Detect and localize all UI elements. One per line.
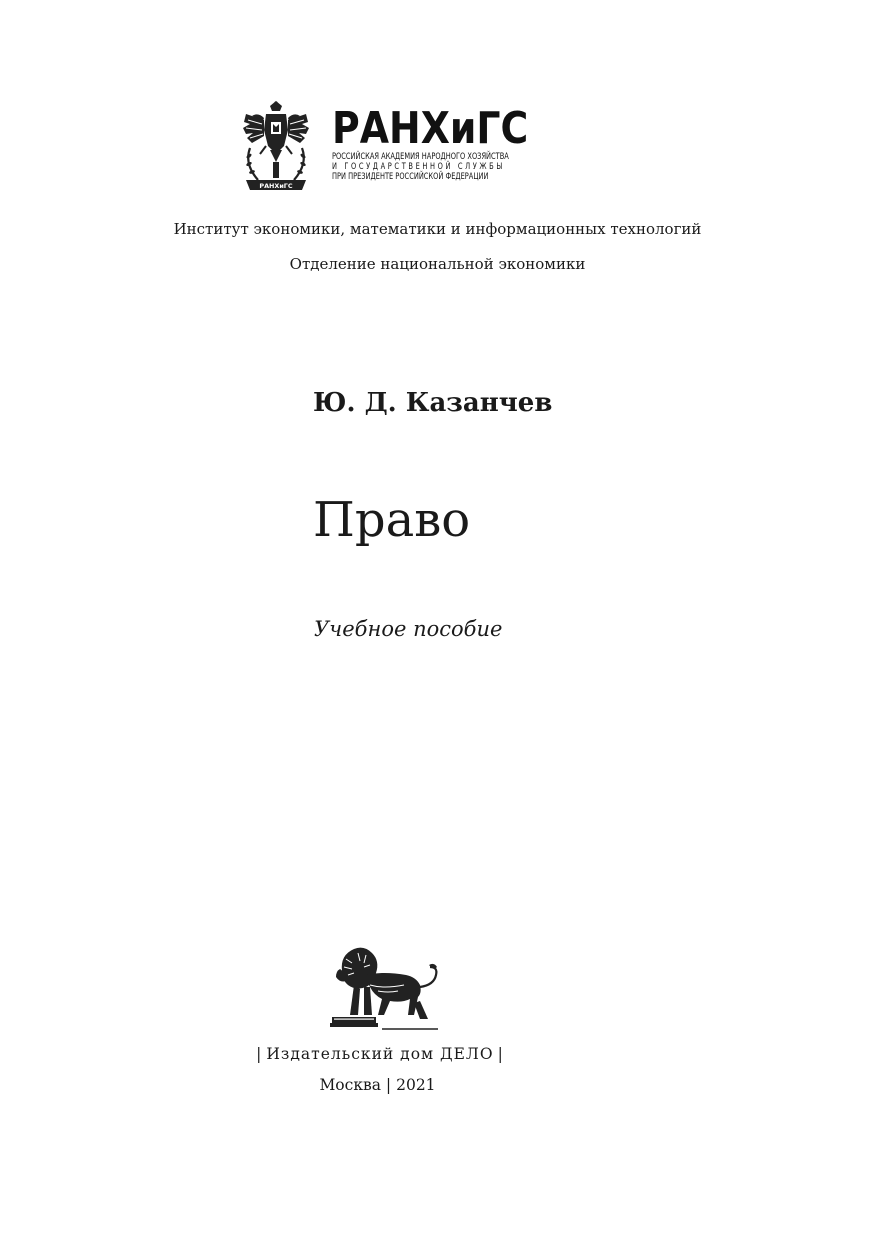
city: Москва [319, 1076, 381, 1094]
logo-text [332, 103, 547, 182]
double-headed-eagle-icon [240, 100, 312, 196]
book-title: Право [313, 492, 471, 548]
city-year-line [0, 1076, 755, 1094]
ranepa-logo [240, 100, 550, 196]
logo-line-2: И ГОСУДАРСТВЕННОЙ СЛУЖБЫ [332, 162, 505, 172]
department-name: Отделение национальной экономики [289, 255, 586, 273]
separator-right: | [497, 1045, 504, 1063]
separator-left: | [256, 1045, 263, 1063]
year: 2021 [396, 1076, 436, 1094]
book-subtitle: Учебное пособие [314, 617, 503, 641]
publisher-name-line [0, 1045, 760, 1063]
institute-name: Институт экономики, математики и информационных технологий [173, 220, 702, 238]
lion-icon [328, 945, 444, 1035]
author-name: Ю. Д. Казанчев [313, 388, 553, 418]
logo-line-3: ПРИ ПРЕЗИДЕНТЕ РОССИЙСКОЙ ФЕДЕРАЦИИ [332, 172, 489, 182]
logo-name: РАНХиГС [332, 103, 529, 154]
emblem-ribbon-text: РАНХиГС [259, 182, 293, 190]
separator-city-year: | [385, 1076, 392, 1094]
publisher-name: Издательский дом ДЕЛО [266, 1045, 494, 1063]
logo-line-1: РОССИЙСКАЯ АКАДЕМИЯ НАРОДНОГО ХОЗЯЙСТВА [332, 152, 509, 162]
